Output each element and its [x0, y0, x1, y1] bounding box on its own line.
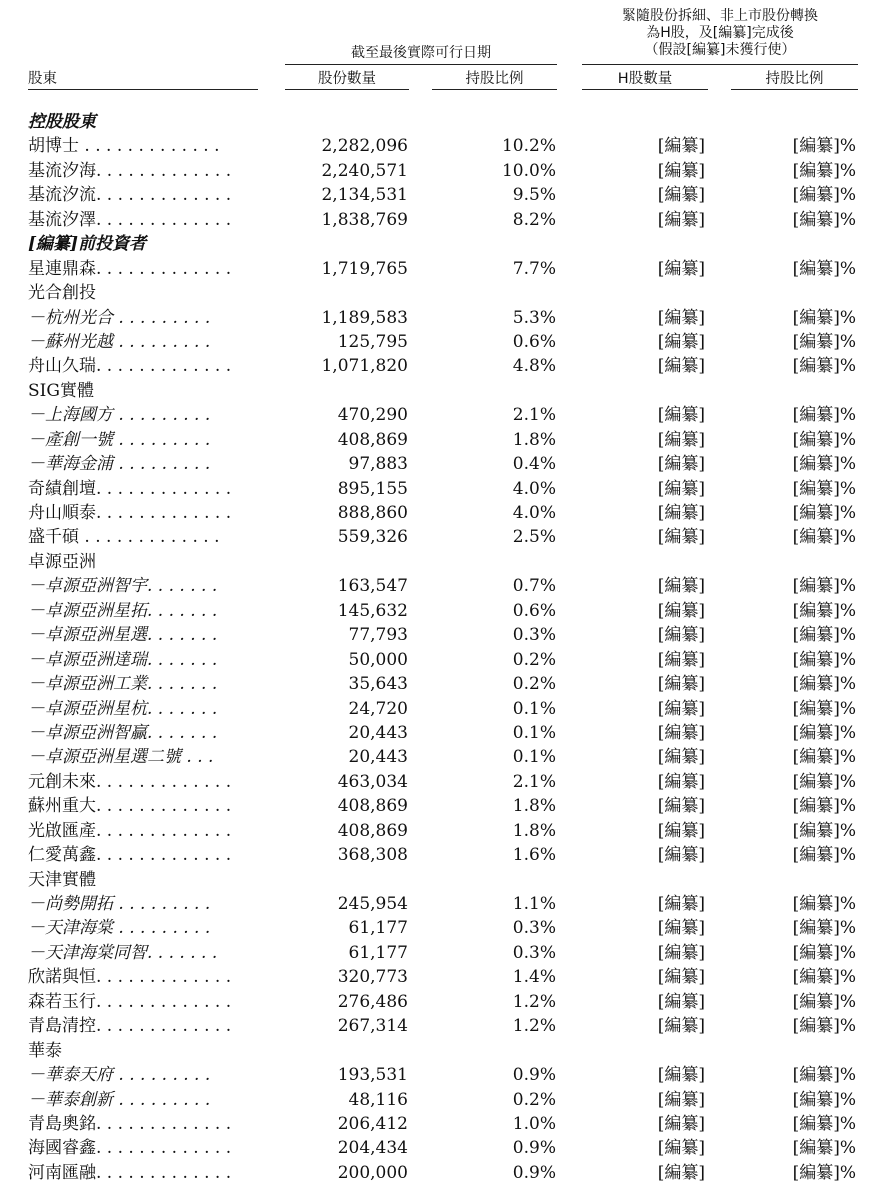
num-shares-cell: 276,486	[337, 991, 408, 1012]
table-row	[28, 477, 868, 501]
pct-cell: 2.1%	[512, 771, 556, 792]
pct-after-cell: [編纂]%	[792, 454, 856, 475]
num-shares-cell: 408,869	[337, 796, 408, 817]
table-row	[28, 648, 868, 672]
num-shares-cell: 200,000	[337, 1162, 408, 1183]
pct-after-cell: [編纂]%	[792, 747, 856, 768]
pct-cell: 1.4%	[512, 967, 556, 988]
h-shares-cell: [編纂]	[657, 258, 705, 279]
pct-cell: 1.2%	[512, 1016, 556, 1037]
shareholder-name: －卓源亞洲智贏. . . . . . .	[28, 722, 218, 743]
h-shares-cell: [編纂]	[657, 649, 705, 670]
col-pct-label: 持股比例	[465, 71, 524, 87]
shareholder-name: 天津實體	[28, 869, 96, 890]
num-shares-cell: 2,282,096	[321, 136, 408, 157]
pct-after-cell: [編纂]%	[792, 1016, 856, 1037]
num-shares-cell: 35,643	[348, 674, 408, 695]
pct-after-cell: [編纂]%	[792, 429, 856, 450]
num-shares-cell: 145,632	[337, 600, 408, 621]
col-shareholder-label: 股東	[28, 71, 57, 87]
table-row	[28, 843, 868, 867]
shareholder-name: 控股股東	[28, 112, 96, 132]
table-row	[28, 965, 868, 989]
h-shares-cell: [編纂]	[657, 1016, 705, 1037]
h-shares-cell: [編纂]	[657, 1113, 705, 1134]
table-row	[28, 1161, 868, 1185]
h-shares-cell: [編纂]	[657, 307, 705, 328]
table-row	[28, 403, 868, 427]
pct-after-cell: [編纂]%	[792, 674, 856, 695]
shareholder-name: －卓源亞洲智宇. . . . . . .	[28, 576, 218, 597]
pct-after-cell: [編纂]%	[792, 771, 856, 792]
table-row	[28, 892, 868, 916]
pct-after-cell: [編纂]%	[792, 307, 856, 328]
shareholder-name: 海國睿鑫. . . . . . . . . . . . .	[28, 1138, 232, 1159]
shareholder-name: 光合創投	[28, 283, 96, 304]
pct-after-cell: [編纂]%	[792, 1065, 856, 1086]
h-shares-cell: [編纂]	[657, 454, 705, 475]
group-heading-row	[28, 281, 868, 305]
pct-cell: 5.3%	[512, 307, 556, 328]
num-shares-cell: 48,116	[348, 1089, 408, 1110]
pct-after-cell: [編纂]%	[792, 356, 856, 377]
num-shares-cell: 2,134,531	[321, 185, 408, 206]
table-row	[28, 916, 868, 940]
pct-cell: 0.1%	[512, 698, 556, 719]
pct-cell: 0.4%	[512, 454, 556, 475]
shareholder-name: 卓源亞洲	[28, 551, 96, 572]
shareholder-name: 青島奧銘. . . . . . . . . . . . .	[28, 1113, 232, 1134]
num-shares-cell: 24,720	[348, 698, 408, 719]
num-shares-cell: 61,177	[348, 942, 408, 963]
table-row	[28, 428, 868, 452]
shareholder-name: －卓源亞洲星杭. . . . . . .	[28, 698, 218, 719]
table-row	[28, 1136, 868, 1160]
pct-after-cell: [編纂]%	[792, 722, 856, 743]
h-shares-cell: [編纂]	[657, 527, 705, 548]
pct-after-cell: [編纂]%	[792, 991, 856, 1012]
col-num-shares-label: 股份數量	[318, 71, 376, 87]
pct-after-cell: [編纂]%	[792, 331, 856, 352]
pct-after-cell: [編纂]%	[792, 820, 856, 841]
col-pct-after-label: 持股比例	[765, 71, 824, 87]
h-shares-cell: [編纂]	[657, 698, 705, 719]
group-heading-row	[28, 868, 868, 892]
col-underline-h-shares	[582, 89, 708, 90]
pct-cell: 4.8%	[512, 356, 556, 377]
num-shares-cell: 267,314	[337, 1016, 408, 1037]
col-underline-num-shares	[285, 89, 409, 90]
table-row	[28, 1112, 868, 1136]
pct-after-cell: [編纂]%	[792, 796, 856, 817]
shareholder-name: －華泰天府 . . . . . . . . .	[28, 1065, 211, 1086]
after-completion-line-1: 緊隨股份拆細、非上市股份轉換	[622, 8, 818, 24]
num-shares-cell: 193,531	[337, 1065, 408, 1086]
num-shares-cell: 1,189,583	[321, 307, 408, 328]
num-shares-cell: 61,177	[348, 918, 408, 939]
pct-after-cell: [編纂]%	[792, 405, 856, 426]
pct-cell: 0.7%	[512, 576, 556, 597]
pct-after-cell: [編纂]%	[792, 600, 856, 621]
col-h-shares-label: H股數量	[617, 71, 673, 87]
pct-cell: 1.6%	[512, 845, 556, 866]
h-shares-cell: [編纂]	[657, 185, 705, 206]
pct-after-cell: [編纂]%	[792, 1138, 856, 1159]
h-shares-cell: [編纂]	[657, 894, 705, 914]
pct-after-cell: [編纂]%	[792, 1113, 856, 1134]
header-underline-right	[582, 64, 858, 65]
pct-cell: 1.8%	[512, 429, 556, 450]
table-row	[28, 257, 868, 281]
pct-cell: 0.1%	[512, 747, 556, 768]
num-shares-cell: 470,290	[337, 405, 408, 426]
pct-cell: 9.5%	[512, 185, 556, 206]
pct-after-cell: [編纂]%	[792, 942, 856, 963]
table-row	[28, 306, 868, 330]
table-row	[28, 941, 868, 965]
shareholder-name: －天津海棠 . . . . . . . . .	[28, 918, 211, 939]
num-shares-cell: 888,860	[337, 503, 408, 523]
pct-after-cell: [編纂]%	[792, 576, 856, 597]
num-shares-cell: 97,883	[348, 454, 408, 475]
pct-after-cell: [編纂]%	[792, 918, 856, 939]
pct-cell: 0.1%	[512, 722, 556, 743]
pct-after-cell: [編纂]%	[792, 503, 856, 523]
table-row	[28, 990, 868, 1014]
num-shares-cell: 245,954	[337, 894, 408, 914]
shareholder-name: －產創一號 . . . . . . . . .	[28, 429, 211, 450]
pct-after-cell: [編纂]%	[792, 209, 856, 230]
pct-after-cell: [編纂]%	[792, 845, 856, 866]
pct-after-cell: [編纂]%	[792, 478, 856, 499]
pct-cell: 7.7%	[512, 258, 556, 279]
num-shares-cell: 408,869	[337, 820, 408, 841]
num-shares-cell: 1,719,765	[321, 258, 408, 279]
num-shares-cell: 1,071,820	[321, 356, 408, 377]
h-shares-cell: [編纂]	[657, 136, 705, 157]
pct-cell: 10.2%	[501, 136, 556, 157]
h-shares-cell: [編纂]	[657, 674, 705, 695]
pct-cell: 0.3%	[512, 625, 556, 646]
group-heading-row	[28, 550, 868, 574]
h-shares-cell: [編纂]	[657, 600, 705, 621]
pct-after-cell: [編纂]%	[792, 160, 856, 181]
shareholder-name: 基流汐澤. . . . . . . . . . . . .	[28, 209, 232, 230]
h-shares-cell: [編纂]	[657, 942, 705, 963]
pct-after-cell: [編纂]%	[792, 698, 856, 719]
h-shares-cell: [編纂]	[657, 1162, 705, 1183]
num-shares-cell: 2,240,571	[321, 160, 408, 181]
shareholder-name: [編纂]前投資者	[28, 234, 147, 255]
num-shares-cell: 204,434	[337, 1138, 408, 1159]
shareholder-name: 元創未來. . . . . . . . . . . . .	[28, 771, 232, 792]
shareholder-name: －卓源亞洲星選. . . . . . .	[28, 625, 218, 646]
pct-after-cell: [編纂]%	[792, 185, 856, 206]
pct-cell: 0.9%	[512, 1065, 556, 1086]
pct-after-cell: [編纂]%	[792, 625, 856, 646]
num-shares-cell: 368,308	[337, 845, 408, 866]
table-row	[28, 134, 868, 158]
shareholder-name: －杭州光合 . . . . . . . . .	[28, 307, 211, 328]
num-shares-cell: 463,034	[337, 771, 408, 792]
shareholder-name: －卓源亞洲星選二號 . . .	[28, 747, 214, 768]
shareholder-name: SIG實體	[28, 380, 94, 401]
num-shares-cell: 125,795	[337, 331, 408, 352]
h-shares-cell: [編纂]	[657, 429, 705, 450]
shareholder-name: 光啟匯產. . . . . . . . . . . . .	[28, 820, 232, 841]
shareholder-name: －天津海棠同智. . . . . . .	[28, 942, 218, 963]
h-shares-cell: [編纂]	[657, 796, 705, 817]
h-shares-cell: [編纂]	[657, 918, 705, 939]
shareholder-name: 舟山順泰. . . . . . . . . . . . .	[28, 503, 232, 523]
shareholder-name: 基流汐流. . . . . . . . . . . . .	[28, 185, 232, 206]
num-shares-cell: 50,000	[348, 649, 408, 670]
table-row	[28, 599, 868, 623]
h-shares-cell: [編纂]	[657, 625, 705, 646]
shareholder-name: －卓源亞洲星拓. . . . . . .	[28, 600, 218, 621]
pct-after-cell: [編纂]%	[792, 258, 856, 279]
pct-after-cell: [編纂]%	[792, 1089, 856, 1110]
shareholder-name: －上海國方 . . . . . . . . .	[28, 405, 211, 426]
shareholder-name: 欣諾與恒. . . . . . . . . . . . .	[28, 967, 232, 988]
table-row	[28, 819, 868, 843]
table-row	[28, 770, 868, 794]
pct-cell: 1.0%	[512, 1113, 556, 1134]
pct-cell: 8.2%	[512, 209, 556, 230]
pct-after-cell: [編纂]%	[792, 136, 856, 157]
num-shares-cell: 77,793	[348, 625, 408, 646]
h-shares-cell: [編纂]	[657, 356, 705, 377]
shareholder-name: 奇績創壇. . . . . . . . . . . . .	[28, 478, 232, 499]
as-of-date-header: 截至最後實際可行日期	[351, 45, 491, 61]
table-row	[28, 574, 868, 598]
num-shares-cell: 408,869	[337, 429, 408, 450]
num-shares-cell: 206,412	[337, 1113, 408, 1134]
pct-cell: 0.6%	[512, 331, 556, 352]
pct-cell: 1.1%	[512, 894, 556, 914]
pct-after-cell: [編纂]%	[792, 527, 856, 548]
h-shares-cell: [編纂]	[657, 478, 705, 499]
shareholder-name: 胡博士 . . . . . . . . . . . . .	[28, 136, 220, 157]
pct-cell: 10.0%	[501, 160, 556, 181]
table-row	[28, 672, 868, 696]
shareholder-name: 舟山久瑞. . . . . . . . . . . . .	[28, 356, 232, 377]
shareholder-name: 蘇州重大. . . . . . . . . . . . .	[28, 796, 232, 817]
pct-cell: 0.3%	[512, 918, 556, 939]
table-row	[28, 623, 868, 647]
shareholder-name: －華海金浦 . . . . . . . . .	[28, 454, 211, 475]
h-shares-cell: [編纂]	[657, 1138, 705, 1159]
pct-cell: 0.9%	[512, 1162, 556, 1183]
shareholder-name: 森若玉行. . . . . . . . . . . . .	[28, 991, 232, 1012]
table-row	[28, 452, 868, 476]
h-shares-cell: [編纂]	[657, 331, 705, 352]
table-row	[28, 330, 868, 354]
col-underline-pct-after	[731, 89, 858, 90]
pct-cell: 2.5%	[512, 527, 556, 548]
h-shares-cell: [編纂]	[657, 576, 705, 597]
group-heading-row	[28, 379, 868, 403]
shareholder-name: －華泰創新 . . . . . . . . .	[28, 1089, 211, 1110]
num-shares-cell: 1,838,769	[321, 209, 408, 230]
h-shares-cell: [編纂]	[657, 991, 705, 1012]
table-row	[28, 1088, 868, 1112]
shareholder-name: －卓源亞洲工業. . . . . . .	[28, 674, 218, 695]
num-shares-cell: 163,547	[337, 576, 408, 597]
section-heading-row	[28, 110, 868, 134]
h-shares-cell: [編纂]	[657, 747, 705, 768]
h-shares-cell: [編纂]	[657, 845, 705, 866]
group-heading-row	[28, 1039, 868, 1063]
after-completion-line-3: （假設[編纂]未獲行使）	[644, 42, 796, 58]
num-shares-cell: 320,773	[337, 967, 408, 988]
shareholder-name: 基流汐海. . . . . . . . . . . . .	[28, 160, 232, 181]
shareholder-name: 星連鼎森. . . . . . . . . . . . .	[28, 258, 232, 279]
shareholding-table	[28, 110, 868, 1185]
shareholder-name: －蘇州光越 . . . . . . . . .	[28, 331, 211, 352]
table-row	[28, 721, 868, 745]
h-shares-cell: [編纂]	[657, 967, 705, 988]
shareholder-name: 河南匯融. . . . . . . . . . . . .	[28, 1162, 232, 1183]
pct-after-cell: [編纂]%	[792, 1162, 856, 1183]
pct-after-cell: [編纂]%	[792, 967, 856, 988]
h-shares-cell: [編纂]	[657, 160, 705, 181]
pct-cell: 0.3%	[512, 942, 556, 963]
shareholder-name: 盛千碩 . . . . . . . . . . . . .	[28, 527, 220, 548]
pct-cell: 0.2%	[512, 649, 556, 670]
shareholder-name: －尚勢開拓 . . . . . . . . .	[28, 894, 211, 914]
table-row	[28, 208, 868, 232]
pct-cell: 1.8%	[512, 820, 556, 841]
table-row	[28, 501, 868, 525]
shareholder-name: 仁愛萬鑫. . . . . . . . . . . . .	[28, 845, 232, 866]
section-heading-row	[28, 232, 868, 256]
pct-cell: 1.2%	[512, 991, 556, 1012]
h-shares-cell: [編纂]	[657, 503, 705, 523]
h-shares-cell: [編纂]	[657, 820, 705, 841]
header-underline-left	[285, 64, 557, 65]
pct-cell: 4.0%	[512, 503, 556, 523]
table-row	[28, 525, 868, 549]
h-shares-cell: [編纂]	[657, 722, 705, 743]
shareholder-name: 青島清控. . . . . . . . . . . . .	[28, 1016, 232, 1037]
num-shares-cell: 20,443	[348, 722, 408, 743]
num-shares-cell: 20,443	[348, 747, 408, 768]
pct-cell: 4.0%	[512, 478, 556, 499]
after-completion-line-2: 為H股，及[編纂]完成後	[646, 25, 794, 41]
table-row	[28, 745, 868, 769]
num-shares-cell: 559,326	[337, 527, 408, 548]
pct-after-cell: [編纂]%	[792, 894, 856, 914]
table-row	[28, 697, 868, 721]
h-shares-cell: [編纂]	[657, 1089, 705, 1110]
table-row	[28, 159, 868, 183]
table-row	[28, 794, 868, 818]
pct-cell: 2.1%	[512, 405, 556, 426]
pct-cell: 0.2%	[512, 674, 556, 695]
h-shares-cell: [編纂]	[657, 405, 705, 426]
col-underline-pct	[432, 89, 557, 90]
table-row	[28, 1014, 868, 1038]
pct-cell: 0.2%	[512, 1089, 556, 1110]
col-underline-shareholder	[28, 89, 258, 90]
table-row	[28, 354, 868, 378]
table-row	[28, 183, 868, 207]
shareholder-name: －卓源亞洲達瑞. . . . . . .	[28, 649, 218, 670]
pct-cell: 1.8%	[512, 796, 556, 817]
pct-after-cell: [編纂]%	[792, 649, 856, 670]
num-shares-cell: 895,155	[337, 478, 408, 499]
pct-cell: 0.9%	[512, 1138, 556, 1159]
pct-cell: 0.6%	[512, 600, 556, 621]
shareholder-name: 華泰	[28, 1040, 62, 1061]
after-completion-header	[582, 8, 858, 59]
table-row	[28, 1063, 868, 1087]
h-shares-cell: [編纂]	[657, 209, 705, 230]
h-shares-cell: [編纂]	[657, 1065, 705, 1086]
h-shares-cell: [編纂]	[657, 771, 705, 792]
